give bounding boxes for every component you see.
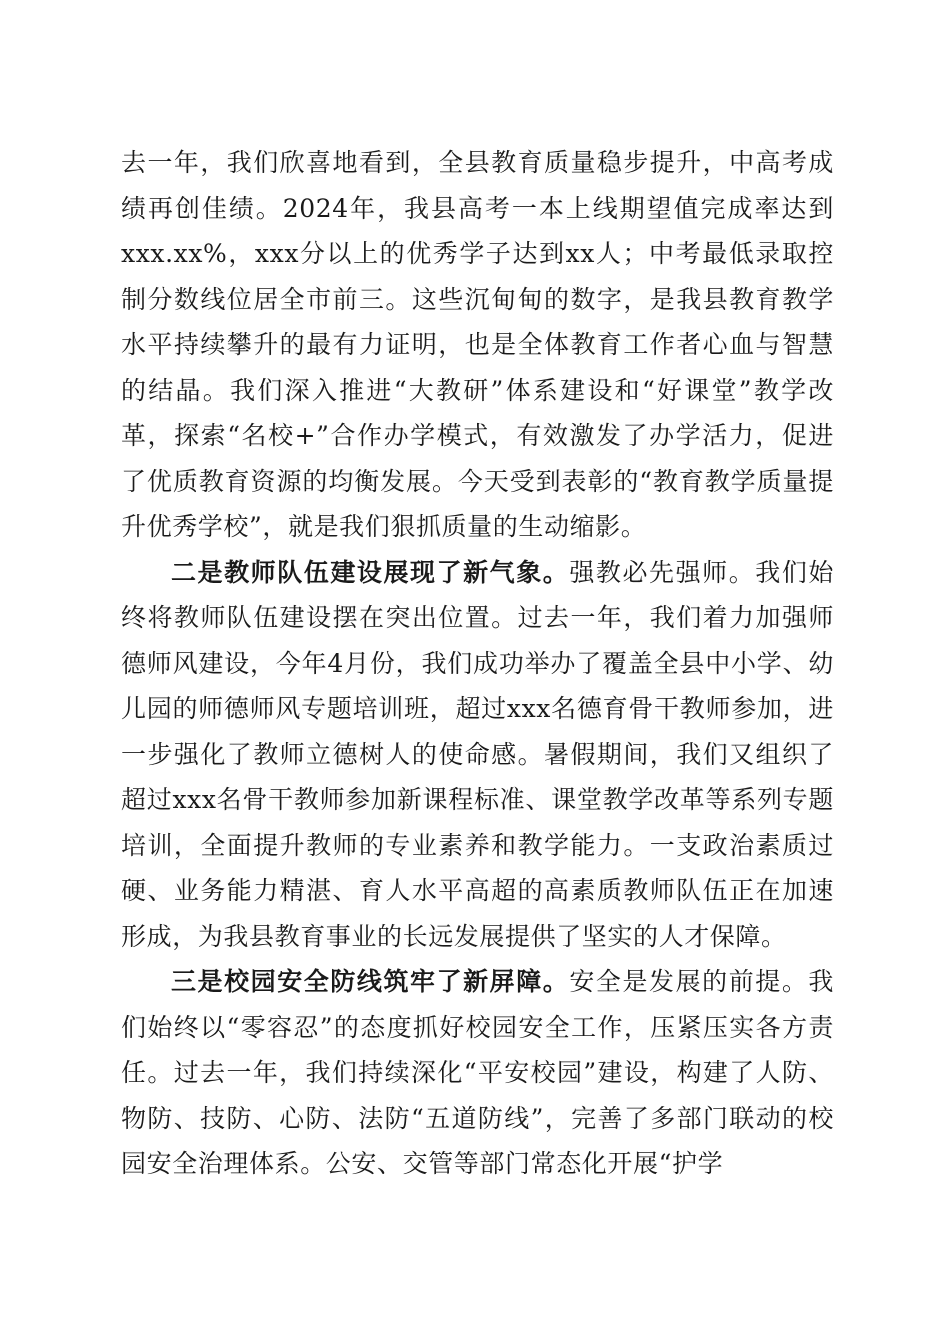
paragraph-safety bbox=[121, 959, 834, 1187]
paragraph-body: 去一年，我们欣喜地看到，全县教育质量稳步提升，中高考成绩再创佳绩。2024年，我县高考一本上线期望值完成率达到xxx.xx%，xxx分以上的优秀学子达到xx人；中考最低录取控制分数线位居全市前三。这些沉甸甸的数字，是我县教育教学水平持续攀升的最有力证明，也是全体教育工作者心血与智慧的结晶。我们深入推进“大教研”体系建设和“好课堂”教学改革，探索“名校+”合作办学模式，有效激发了办学活力，促进了优质教育资源的均衡发展。今天受到表彰的“教育教学质量提升优秀学校”，就是我们狠抓质量的生动缩影。 bbox=[121, 148, 834, 541]
paragraph-body: 安全是发展的前提。我们始终以“零容忍”的态度抓好校园安全工作，压紧压实各方责任。过去一年，我们持续深化“平安校园”建设，构建了人防、物防、技防、心防、法防“五道防线”，完善了多部门联动的校园安全治理体系。公安、交管等部门常态化开展“护学 bbox=[121, 967, 834, 1178]
document-body bbox=[121, 140, 834, 1187]
paragraph-lead: 三是校园安全防线筑牢了新屏障。 bbox=[171, 967, 570, 996]
paragraph-body: 强教必先强师。我们始终将教师队伍建设摆在突出位置。过去一年，我们着力加强师德师风建设，今年4月份，我们成功举办了覆盖全县中小学、幼儿园的师德师风专题培训班，超过xxx名德育骨干教师参加，进一步强化了教师立德树人的使命感。暑假期间，我们又组织了超过xxx名骨干教师参加新课程标准、课堂教学改革等系列专题培训，全面提升教师的专业素养和教学能力。一支政治素质过硬、业务能力精湛、育人水平高超的高素质教师队伍正在加速形成，为我县教育事业的长远发展提供了坚实的人才保障。 bbox=[121, 557, 834, 951]
paragraph-quality bbox=[121, 140, 834, 550]
paragraph-teachers bbox=[121, 550, 834, 960]
paragraph-lead: 二是教师队伍建设展现了新气象。 bbox=[171, 557, 570, 587]
